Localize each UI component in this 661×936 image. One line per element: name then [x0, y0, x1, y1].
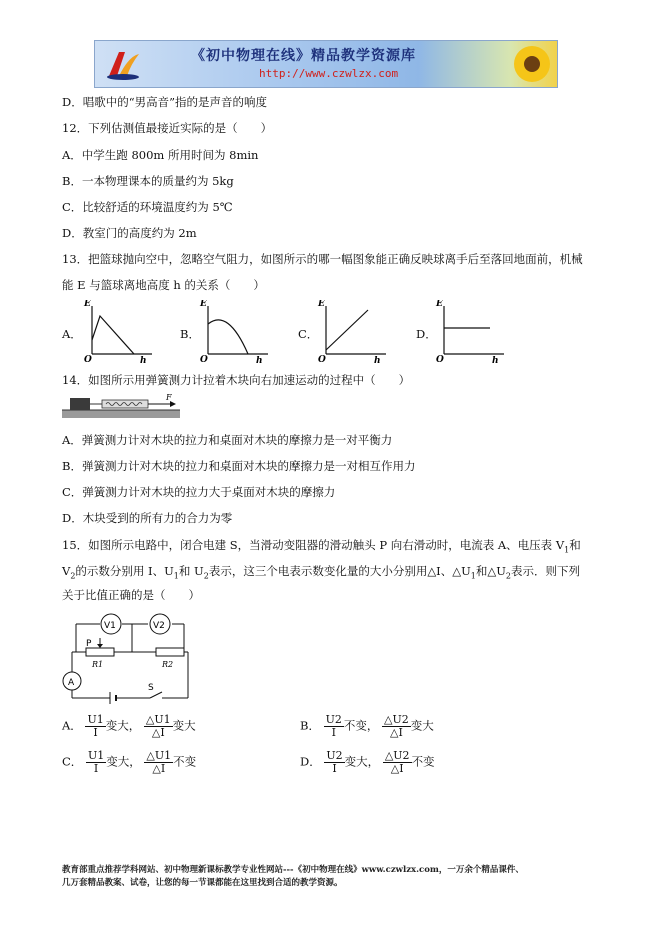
q13-graph-a: [82, 300, 154, 364]
spring-scale: [102, 400, 148, 408]
wooden-block: [70, 398, 90, 410]
q15-option-b: B． $\frac{U2}{I}$ 不变， $\frac{\triangle U2}{\triangle I}$ 变大: [300, 713, 434, 739]
svg-text:h: h: [492, 356, 499, 364]
q14-option-c: C．弹簧测力计对木块的拉力大于桌面对木块的摩擦力: [62, 485, 336, 499]
svg-text:O: O: [200, 355, 208, 364]
svg-text:O: O: [318, 355, 326, 364]
q13-graph-b: [198, 300, 270, 364]
q14-option-b: B．弹簧测力计对木块的拉力和桌面对木块的摩擦力是一对相互作用力: [62, 459, 416, 473]
q12-option-c: C．比较舒适的环境温度约为 5℃: [62, 200, 233, 214]
svg-text:h: h: [374, 356, 381, 364]
banner-url[interactable]: http://www.czwlzx.com: [259, 67, 399, 80]
svg-text:V2: V2: [153, 621, 165, 631]
q14-option-a: A．弹簧测力计对木块的拉力和桌面对木块的摩擦力是一对平衡力: [62, 433, 393, 447]
q11-option-d: D．唱歌中的“男高音”指的是声音的响度: [62, 95, 267, 109]
switch-s-label: S: [148, 683, 154, 693]
svg-text:R1: R1: [92, 660, 104, 669]
q13-stem-1: 13．把篮球抛向空中，忽略空气阻力，如图所示的哪一幅图象能正确反映球离手后至落回地面前，机械: [62, 252, 583, 266]
q13-graph-a-label: A．: [62, 327, 82, 341]
q15-option-c: C． $\frac{U1}{I}$ 变大， $\frac{\triangle U1}{\triangle I}$ 不变: [62, 749, 197, 775]
footer-line-1: 教育部重点推荐学科网站、初中物理新课标教学专业性网站---《初中物理在线》www.czwlzx.com，一万余个精品课件、: [62, 865, 524, 875]
q13-graph-d-label: D．: [416, 327, 437, 341]
q14-option-d: D．木块受到的所有力的合力为零: [62, 511, 233, 525]
svg-text:V1: V1: [104, 621, 116, 631]
q15-circuit: [62, 610, 192, 710]
q13-graphs: [62, 300, 622, 366]
q14-stem: 14．如图所示用弹簧测力计拉着木块向右加速运动的过程中（ ）: [62, 373, 411, 387]
q12-stem: 12．下列估测值最接近实际的是（ ）: [62, 121, 273, 135]
slider-p-label: P: [86, 639, 92, 649]
q14-figure: [62, 392, 182, 420]
footer-line-2: 几万套精品教案、试卷，让您的每一节课都能在这里找到合适的教学资源。: [62, 878, 343, 888]
q13-graph-c-label: C．: [298, 327, 319, 341]
svg-text:O: O: [436, 355, 444, 364]
q12-option-a: A．中学生跑 800m 所用时间为 8min: [62, 148, 259, 162]
origin-label: O: [84, 355, 92, 364]
svg-text:E: E: [318, 300, 325, 309]
q13-stem-2: 能 E 与篮球离地高度 h 的关系（ ）: [62, 278, 265, 292]
header-banner: [94, 40, 558, 88]
page-footer: [62, 864, 622, 890]
q13-graph-c: [316, 300, 388, 364]
banner-title: 《初中物理在线》精品教学资源库: [191, 48, 416, 64]
svg-text:h: h: [256, 356, 263, 364]
svg-text:E: E: [200, 300, 207, 309]
q13-graph-b-label: B．: [180, 327, 200, 341]
axis-h-label: h: [140, 356, 147, 364]
rheostat-r1: [86, 648, 114, 656]
axis-e-label: E: [84, 300, 91, 309]
q15-stem-1: 15．如图所示电路中，闭合电建 S，当滑动变阻器的滑动触头 P 向右滑动时，电流表 A、电压表 $V_1$和: [62, 538, 581, 555]
resistor-r2: [156, 648, 184, 656]
svg-text:E: E: [436, 300, 443, 309]
sunflower-icon: [511, 43, 553, 85]
q15-option-d: D． $\frac{U2}{I}$ 变大， $\frac{\triangle U2}{\triangle I}$ 不变: [300, 749, 435, 775]
q12-option-d: D．教室门的高度约为 2m: [62, 226, 197, 240]
q15-stem-3: 关于比值正确的是（ ）: [62, 588, 200, 602]
q15-stem-2: $V_2$的示数分别用 I、$U_1$和 $U_2$表示，这三个电表示数变化量的大小分别用△I、$\triangle U_1$和$\triangle U_2$表示．则下列: [62, 564, 580, 581]
svg-text:R2: R2: [162, 660, 174, 669]
logo-icon: [103, 46, 143, 82]
force-label: F: [166, 393, 172, 402]
svg-text:A: A: [68, 678, 75, 688]
q13-graph-d: [434, 300, 506, 364]
q12-option-b: B．一本物理课本的质量约为 5kg: [62, 174, 234, 188]
q15-option-a: A． $\frac{U1}{I}$ 变大， $\frac{\triangle U1}{\triangle I}$ 变大: [62, 713, 196, 739]
